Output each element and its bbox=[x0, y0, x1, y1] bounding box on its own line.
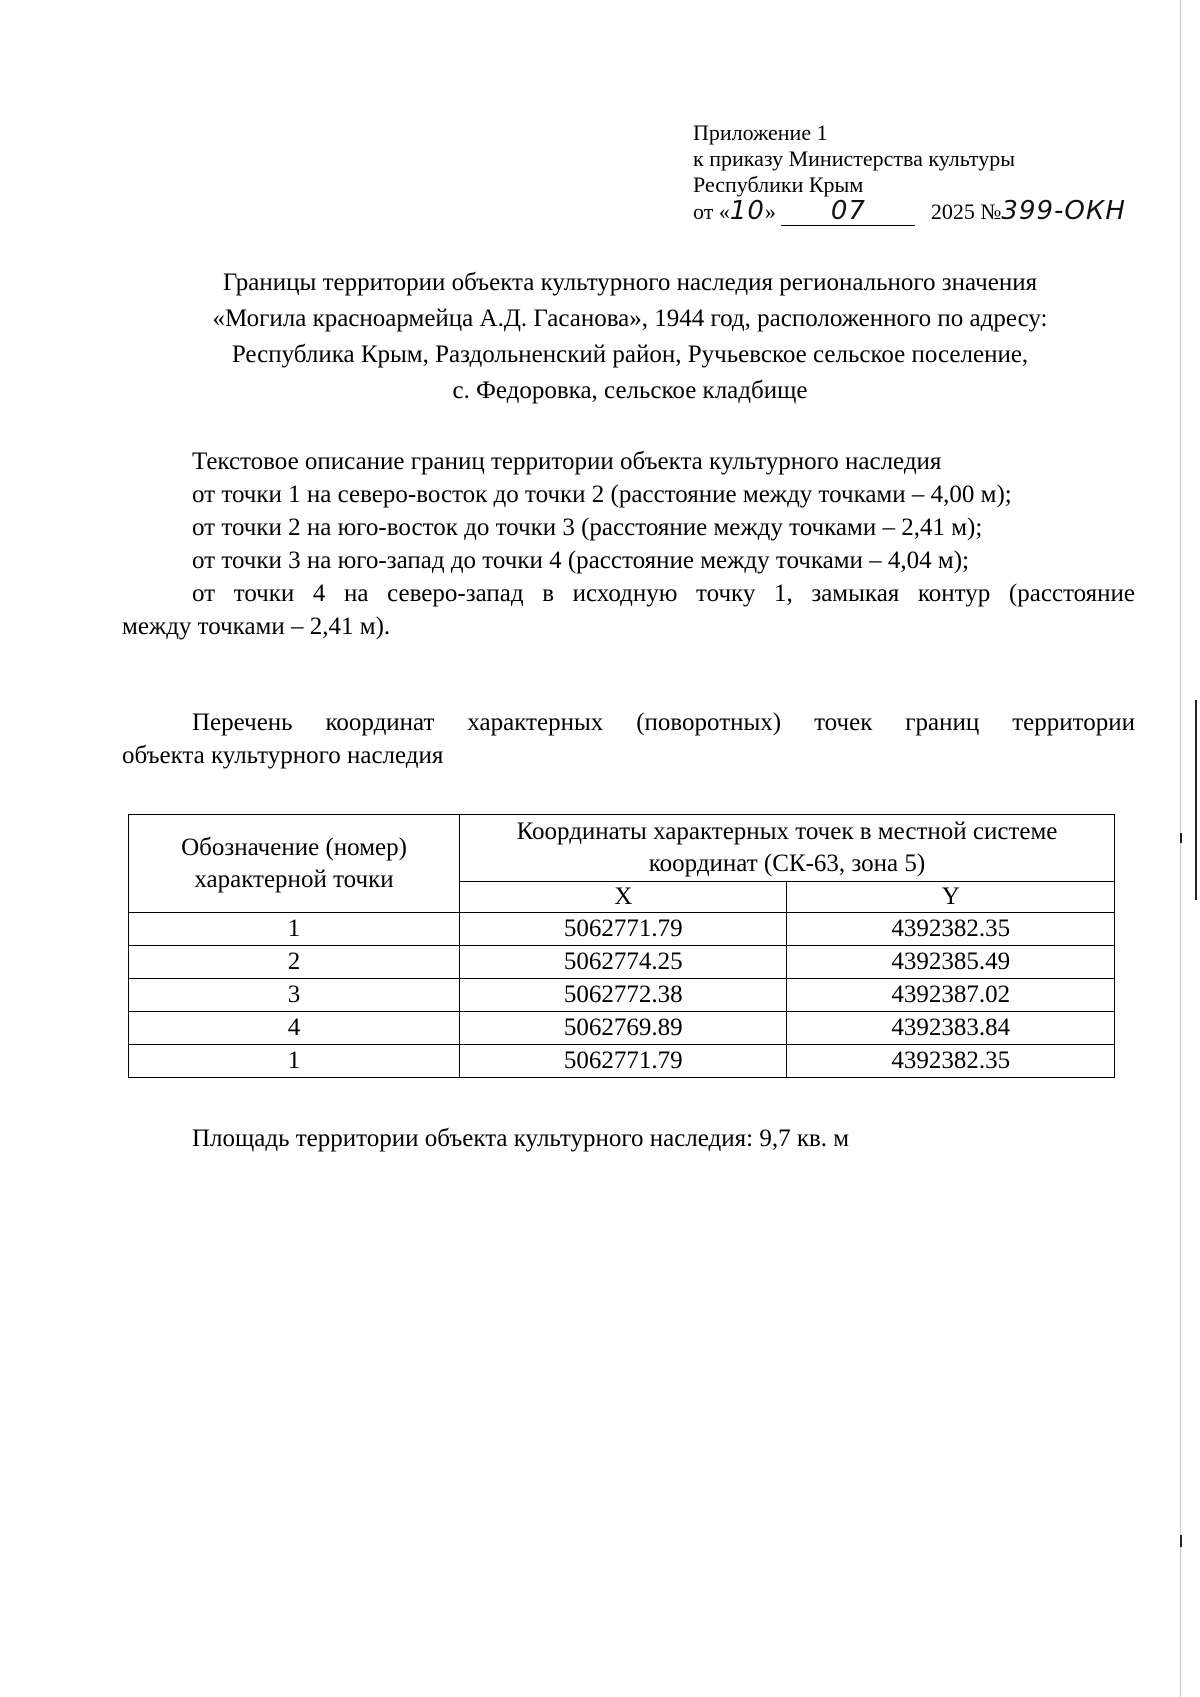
description-line-2: от точки 2 на юго-восток до точки 3 (расстояние между точками – 2,41 м); bbox=[192, 514, 983, 541]
scan-edge-line bbox=[1180, 0, 1181, 1697]
area-statement: Площадь территории объекта культурного наследия: 9,7 кв. м bbox=[192, 1125, 850, 1152]
boundary-description bbox=[122, 445, 1135, 643]
column-header-coordinates: Координаты характерных точек в местной системе координат (СК-63, зона 5) bbox=[460, 815, 1115, 882]
scan-edge-mark bbox=[1180, 1535, 1182, 1547]
appendix-block bbox=[693, 120, 1153, 226]
cell-y: 4392383.84 bbox=[787, 1012, 1115, 1045]
table-row bbox=[129, 946, 1115, 979]
title-line-3: Республика Крым, Раздольненский район, Ручьевское сельское поселение, bbox=[231, 341, 1029, 368]
cell-point: 1 bbox=[129, 1045, 460, 1078]
cell-x: 5062769.89 bbox=[460, 1012, 787, 1045]
cell-y: 4392385.49 bbox=[787, 946, 1115, 979]
document-title bbox=[120, 265, 1140, 409]
column-header-point: Обозначение (номер) характерной точки bbox=[129, 815, 460, 913]
column-header-y: Y bbox=[787, 882, 1115, 913]
date-prefix: от « bbox=[693, 199, 730, 224]
cell-point: 3 bbox=[129, 979, 460, 1012]
appendix-line-3: Республики Крым bbox=[693, 172, 864, 197]
table-row bbox=[129, 1012, 1115, 1045]
scan-edge-mark bbox=[1180, 833, 1182, 843]
cell-point: 2 bbox=[129, 946, 460, 979]
cell-x: 5062774.25 bbox=[460, 946, 787, 979]
description-line-4b: между точками – 2,41 м). bbox=[122, 613, 391, 640]
list-heading-line-1: Перечень координат характерных (поворотных) точек границ территории bbox=[192, 709, 1135, 736]
date-mid: » bbox=[764, 199, 776, 224]
cell-y: 4392382.35 bbox=[787, 1045, 1115, 1078]
description-line-3: от точки 3 на юго-запад до точки 4 (расстояние между точками – 4,04 м); bbox=[192, 547, 970, 574]
description-line-4a: от точки 4 на северо-запад в исходную точку 1, замыкая контур (расстояние bbox=[192, 580, 1135, 607]
title-line-4: с. Федоровка, сельское кладбище bbox=[452, 377, 808, 404]
order-number-handwritten: 399-ОКН bbox=[1001, 196, 1126, 226]
cell-y: 4392382.35 bbox=[787, 913, 1115, 946]
cell-point: 1 bbox=[129, 913, 460, 946]
date-month-handwritten: 07 bbox=[830, 196, 866, 226]
scan-edge-mark bbox=[1195, 700, 1197, 900]
list-heading-line-2: объекта культурного наследия bbox=[122, 742, 444, 769]
description-line-1: от точки 1 на северо-восток до точки 2 (расстояние между точками – 4,00 м); bbox=[192, 481, 1012, 508]
appendix-line-2: к приказу Министерства культуры bbox=[693, 146, 1016, 171]
title-line-1: Границы территории объекта культурного наследия регионального значения bbox=[222, 269, 1038, 296]
column-header-x: X bbox=[460, 882, 787, 913]
table-row bbox=[129, 979, 1115, 1012]
cell-point: 4 bbox=[129, 1012, 460, 1045]
date-day-handwritten: 10 bbox=[729, 196, 765, 226]
cell-x: 5062771.79 bbox=[460, 1045, 787, 1078]
coordinates-table bbox=[128, 814, 1115, 1078]
coordinates-list-heading bbox=[122, 706, 1135, 772]
appendix-date-line bbox=[693, 198, 1153, 226]
table-row bbox=[129, 1045, 1115, 1078]
title-line-2: «Могила красноармейца А.Д. Гасанова», 1944 год, расположенного по адресу: bbox=[212, 305, 1048, 332]
cell-y: 4392387.02 bbox=[787, 979, 1115, 1012]
description-heading: Текстовое описание границ территории объекта культурного наследия bbox=[192, 448, 942, 475]
cell-x: 5062771.79 bbox=[460, 913, 787, 946]
date-month-field bbox=[781, 198, 915, 226]
table-row bbox=[129, 913, 1115, 946]
cell-x: 5062772.38 bbox=[460, 979, 787, 1012]
date-year: 2025 № bbox=[930, 199, 1002, 224]
appendix-line-1: Приложение 1 bbox=[693, 120, 828, 145]
